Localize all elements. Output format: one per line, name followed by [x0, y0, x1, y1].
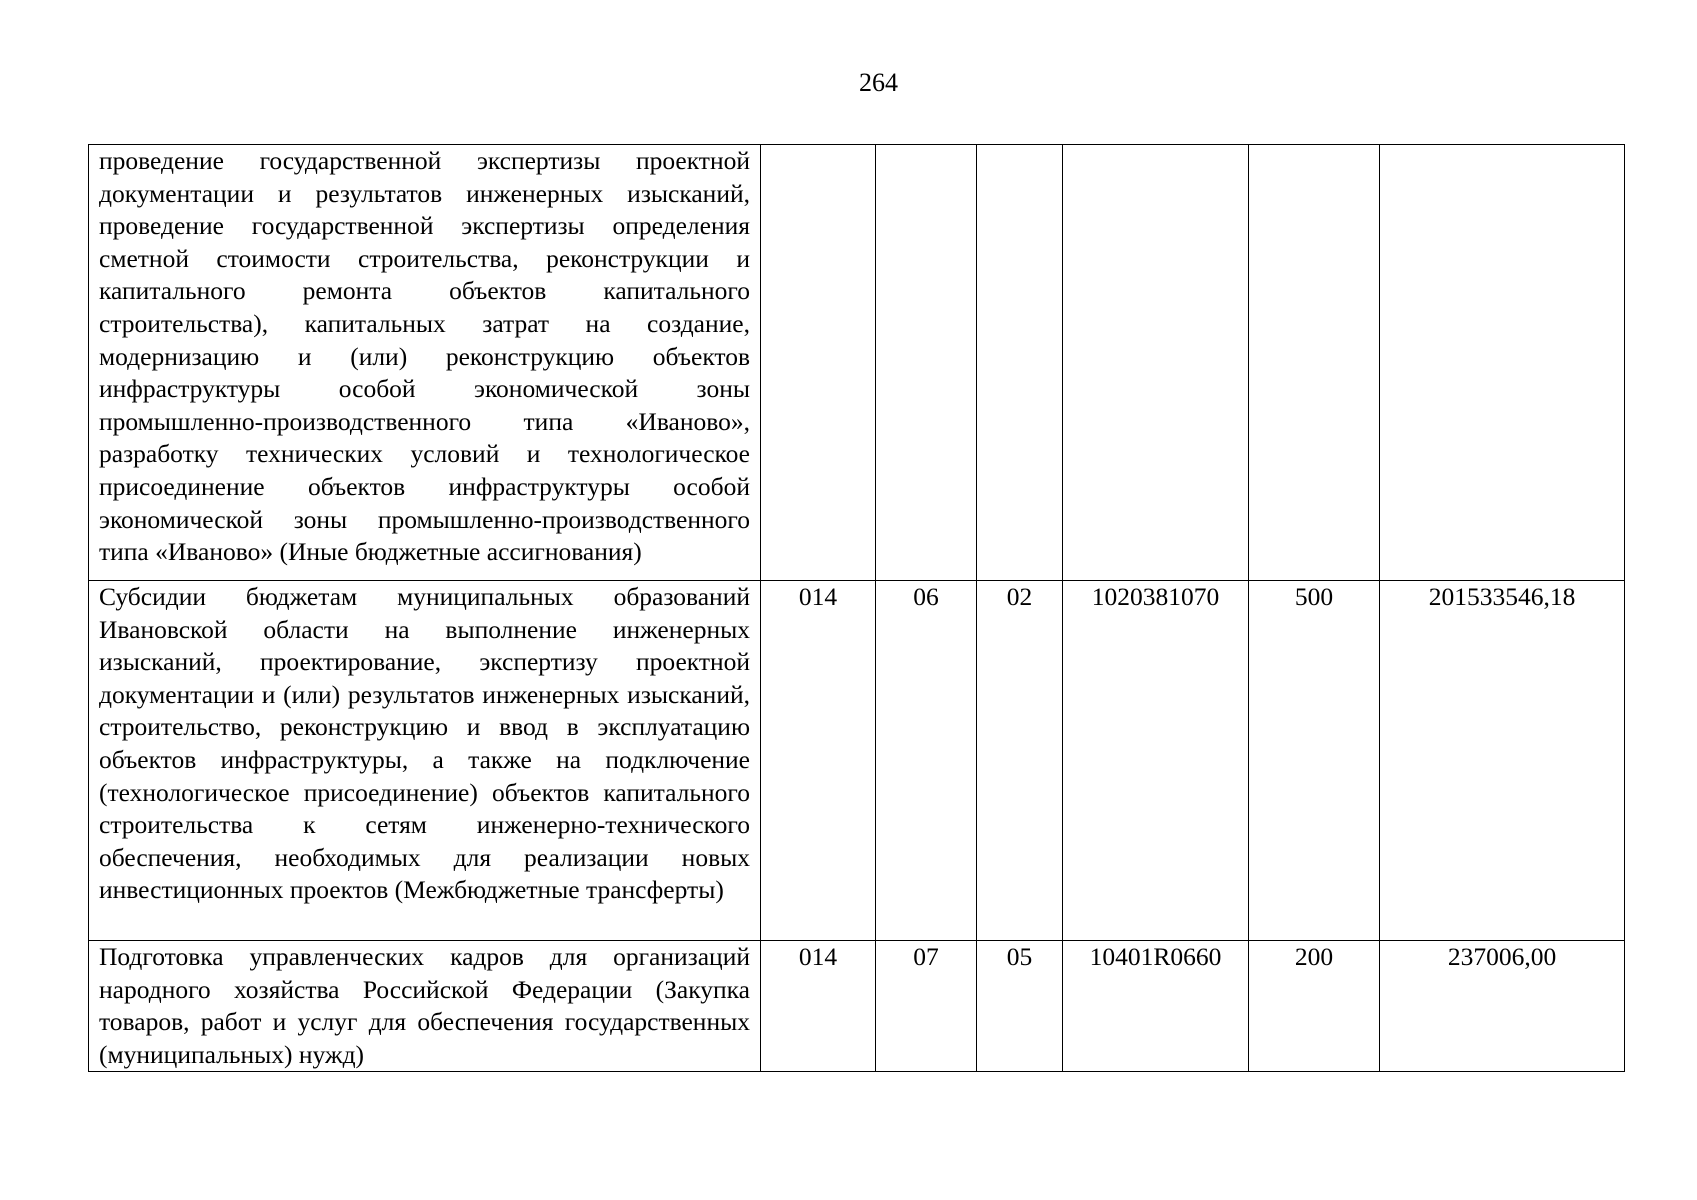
table-row — [89, 941, 1625, 1072]
page-number: 264 — [859, 68, 898, 97]
row-expense-type: 500 — [1249, 581, 1380, 941]
budget-table — [88, 144, 1625, 1072]
row-ved: 014 — [761, 581, 876, 941]
row-target-article — [1063, 145, 1249, 581]
row-description: Субсидии бюджетам муниципальных образований Ивановской области на выполнение инженерных изысканий, проектирование, экспертизу проектной документации и (или) результатов инженерных изысканий, строительство, реконструкцию и ввод в эксплуатацию объектов инфраструктуры, а также на подключение (технологическое присоединение) объектов капитального строительства к сетям инженерно-технического обеспечения, необходимых для реализации новых инвестиционных проектов (Межбюджетные трансферты) — [89, 581, 761, 941]
row-amount: 201533546,18 — [1380, 581, 1625, 941]
row-amount — [1380, 145, 1625, 581]
row-target-article: 10401R0660 — [1063, 941, 1249, 1072]
row-section — [876, 145, 977, 581]
table-row — [89, 145, 1625, 581]
row-subsection: 02 — [977, 581, 1063, 941]
row-description: проведение государственной экспертизы проектной документации и результатов инженерных изысканий, проведение государственной экспертизы определения сметной стоимости строительства, реконструкции и капитального ремонта объектов капитального строительства), капитальных затрат на создание, модернизацию и (или) реконструкцию объектов инфраструктуры особой экономической зоны промышленно-производственного типа «Иваново», разработку технических условий и технологическое присоединение объектов инфраструктуры особой экономической зоны промышленно-производственного типа «Иваново» (Иные бюджетные ассигнования) — [89, 145, 761, 581]
row-ved — [761, 145, 876, 581]
row-section: 06 — [876, 581, 977, 941]
row-expense-type — [1249, 145, 1380, 581]
table-row — [89, 581, 1625, 941]
row-expense-type: 200 — [1249, 941, 1380, 1072]
row-subsection — [977, 145, 1063, 581]
row-description: Подготовка управленческих кадров для организаций народного хозяйства Российской Федерации (Закупка товаров, работ и услуг для обеспечения государственных (муниципальных) нужд) — [89, 941, 761, 1072]
row-target-article: 1020381070 — [1063, 581, 1249, 941]
row-subsection: 05 — [977, 941, 1063, 1072]
row-section: 07 — [876, 941, 977, 1072]
row-amount: 237006,00 — [1380, 941, 1625, 1072]
row-ved: 014 — [761, 941, 876, 1072]
